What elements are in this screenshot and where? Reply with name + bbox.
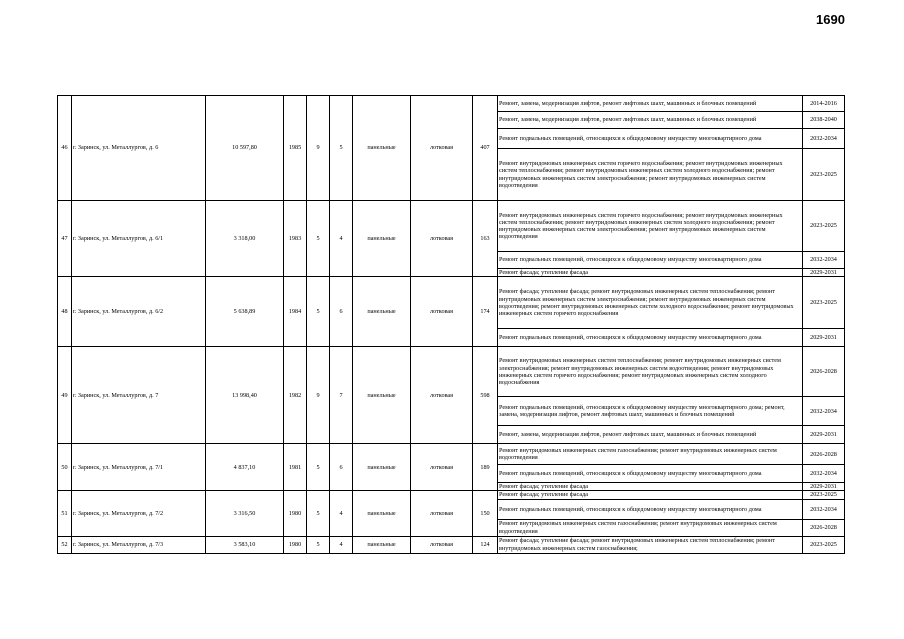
work-period: 2032-2034 bbox=[803, 252, 845, 269]
row-entrances: 4 bbox=[330, 491, 353, 536]
work-description: Ремонт внутридомовых инженерных систем теплоснабжения; ремонт внутридомовых инженерных систем электроснабжения; ремонт внутридомовых инженерных систем водоотведения; ремонт внутридомовых инженерных систем горячего водоснабжения; ремонт внутридомовых инженерных систем холодного водоснабжения bbox=[498, 347, 803, 397]
row-area: 13 998,40 bbox=[206, 347, 284, 444]
row-number: 51 bbox=[58, 491, 72, 536]
work-description: Ремонт внутридомовых инженерных систем газоснабжения; ремонт внутридомовых инженерных систем водоотведения bbox=[498, 519, 803, 536]
work-period: 2029-2031 bbox=[803, 426, 845, 444]
row-wall-material: панельные bbox=[353, 444, 411, 491]
row-residents: 124 bbox=[473, 536, 498, 553]
row-residents: 150 bbox=[473, 491, 498, 536]
row-roof-type: лотковая bbox=[411, 201, 473, 277]
table-row bbox=[58, 96, 845, 112]
row-address: г. Заринск, ул. Металлургов, д. 6 bbox=[72, 96, 206, 201]
work-description: Ремонт внутридомовых инженерных систем газоснабжения; ремонт внутридомовых инженерных систем водоотведения bbox=[498, 444, 803, 465]
row-entrances: 7 bbox=[330, 347, 353, 444]
row-address: г. Заринск, ул. Металлургов, д. 6/2 bbox=[72, 277, 206, 347]
row-roof-type: лотковая bbox=[411, 491, 473, 536]
row-entrances: 5 bbox=[330, 96, 353, 201]
row-number: 48 bbox=[58, 277, 72, 347]
work-description: Ремонт внутридомовых инженерных систем горячего водоснабжения; ремонт внутридомовых инженерных систем теплоснабжения; ремонт внутридомовых инженерных систем холодного водоснабжения; ремонт внутридомовых инженерных систем электроснабжения; ремонт внутридомовых инженерных систем водоотведения bbox=[498, 149, 803, 201]
row-residents: 407 bbox=[473, 96, 498, 201]
row-number: 49 bbox=[58, 347, 72, 444]
row-roof-type: лотковая bbox=[411, 277, 473, 347]
row-year: 1984 bbox=[284, 277, 307, 347]
table-row bbox=[58, 277, 845, 329]
row-entrances: 4 bbox=[330, 536, 353, 553]
row-wall-material: панельные bbox=[353, 96, 411, 201]
row-year: 1980 bbox=[284, 536, 307, 553]
work-description: Ремонт фасада; утепление фасада bbox=[498, 491, 803, 499]
work-period: 2029-2031 bbox=[803, 329, 845, 347]
row-floors: 5 bbox=[307, 444, 330, 491]
row-year: 1981 bbox=[284, 444, 307, 491]
row-year: 1985 bbox=[284, 96, 307, 201]
work-description: Ремонт внутридомовых инженерных систем горячего водоснабжения; ремонт внутридомовых инженерных систем теплоснабжения; ремонт внутридомовых инженерных систем холодного водоснабжения; ремонт внутридомовых инженерных систем электроснабжения; ремонт внутридомовых инженерных систем водоотведения bbox=[498, 201, 803, 252]
work-description: Ремонт, замена, модернизация лифтов, ремонт лифтовых шахт, машинных и блочных помещений bbox=[498, 426, 803, 444]
work-description: Ремонт подвальных помещений, относящихся к общедомовому имуществу многоквартирного дома bbox=[498, 252, 803, 269]
row-residents: 598 bbox=[473, 347, 498, 444]
row-floors: 5 bbox=[307, 491, 330, 536]
row-floors: 9 bbox=[307, 96, 330, 201]
row-residents: 174 bbox=[473, 277, 498, 347]
row-entrances: 6 bbox=[330, 277, 353, 347]
row-roof-type: лотковая bbox=[411, 347, 473, 444]
table-body bbox=[58, 96, 845, 554]
work-period: 2023-2025 bbox=[803, 536, 845, 553]
work-period: 2026-2028 bbox=[803, 347, 845, 397]
row-residents: 189 bbox=[473, 444, 498, 491]
row-year: 1982 bbox=[284, 347, 307, 444]
row-wall-material: панельные bbox=[353, 491, 411, 536]
row-roof-type: лотковая bbox=[411, 444, 473, 491]
table-row bbox=[58, 444, 845, 465]
repair-schedule-table bbox=[57, 95, 845, 554]
work-description: Ремонт фасада; утепление фасада; ремонт внутридомовых инженерных систем теплоснабжения; ремонт внутридомовых инженерных систем электроснабжения; ремонт внутридомовых инженерных систем водоотведения; ремонт внутридомовых инженерных систем холодного водоснабжения; ремонт внутридомовых инженерных систем горячего водоснабжения bbox=[498, 277, 803, 329]
work-period: 2023-2025 bbox=[803, 201, 845, 252]
table-row bbox=[58, 536, 845, 553]
row-wall-material: панельные bbox=[353, 347, 411, 444]
table-row bbox=[58, 347, 845, 397]
row-address: г. Заринск, ул. Металлургов, д. 7/1 bbox=[72, 444, 206, 491]
row-number: 50 bbox=[58, 444, 72, 491]
work-description: Ремонт фасада; утепление фасада bbox=[498, 483, 803, 491]
table-row bbox=[58, 491, 845, 499]
row-wall-material: панельные bbox=[353, 201, 411, 277]
work-period: 2032-2034 bbox=[803, 465, 845, 483]
row-residents: 163 bbox=[473, 201, 498, 277]
row-floors: 5 bbox=[307, 201, 330, 277]
work-description: Ремонт, замена, модернизация лифтов, ремонт лифтовых шахт, машинных и блочных помещений bbox=[498, 112, 803, 129]
row-area: 3 316,50 bbox=[206, 491, 284, 536]
row-year: 1983 bbox=[284, 201, 307, 277]
work-period: 2032-2034 bbox=[803, 397, 845, 426]
work-period: 2038-2040 bbox=[803, 112, 845, 129]
work-period: 2032-2034 bbox=[803, 129, 845, 149]
work-description: Ремонт подвальных помещений, относящихся к общедомовому имуществу многоквартирного дома bbox=[498, 129, 803, 149]
row-address: г. Заринск, ул. Металлургов, д. 6/1 bbox=[72, 201, 206, 277]
row-area: 10 597,80 bbox=[206, 96, 284, 201]
work-description: Ремонт фасада; утепление фасада bbox=[498, 269, 803, 277]
row-entrances: 4 bbox=[330, 201, 353, 277]
row-address: г. Заринск, ул. Металлургов, д. 7 bbox=[72, 347, 206, 444]
work-description: Ремонт подвальных помещений, относящихся к общедомовому имуществу многоквартирного дома bbox=[498, 499, 803, 519]
row-area: 4 837,10 bbox=[206, 444, 284, 491]
work-period: 2023-2025 bbox=[803, 277, 845, 329]
row-roof-type: лотковая bbox=[411, 96, 473, 201]
row-area: 3 583,10 bbox=[206, 536, 284, 553]
work-description: Ремонт фасада; утепление фасада; ремонт внутридомовых инженерных систем теплоснабжения; ремонт внутридомовых инженерных систем газоснабжения; bbox=[498, 536, 803, 553]
work-description: Ремонт подвальных помещений, относящихся к общедомовому имуществу многоквартирного дома bbox=[498, 465, 803, 483]
work-period: 2026-2028 bbox=[803, 444, 845, 465]
work-description: Ремонт подвальных помещений, относящихся к общедомовому имуществу многоквартирного дома; ремонт, замена, модернизация лифтов, ремонт лифтовых шахт, машинных и блочных помещений bbox=[498, 397, 803, 426]
row-area: 3 318,00 bbox=[206, 201, 284, 277]
table-row bbox=[58, 201, 845, 252]
page-number: 1690 bbox=[816, 12, 845, 27]
row-roof-type: лотковая bbox=[411, 536, 473, 553]
row-entrances: 6 bbox=[330, 444, 353, 491]
work-period: 2029-2031 bbox=[803, 269, 845, 277]
work-period: 2023-2025 bbox=[803, 491, 845, 499]
row-floors: 5 bbox=[307, 277, 330, 347]
work-period: 2029-2031 bbox=[803, 483, 845, 491]
work-description: Ремонт подвальных помещений, относящихся к общедомовому имуществу многоквартирного дома bbox=[498, 329, 803, 347]
work-period: 2026-2028 bbox=[803, 519, 845, 536]
row-address: г. Заринск, ул. Металлургов, д. 7/2 bbox=[72, 491, 206, 536]
work-period: 2032-2034 bbox=[803, 499, 845, 519]
row-address: г. Заринск, ул. Металлургов, д. 7/3 bbox=[72, 536, 206, 553]
row-floors: 5 bbox=[307, 536, 330, 553]
row-floors: 9 bbox=[307, 347, 330, 444]
row-year: 1980 bbox=[284, 491, 307, 536]
row-number: 46 bbox=[58, 96, 72, 201]
row-wall-material: панельные bbox=[353, 277, 411, 347]
row-wall-material: панельные bbox=[353, 536, 411, 553]
row-number: 47 bbox=[58, 201, 72, 277]
row-number: 52 bbox=[58, 536, 72, 553]
row-area: 5 638,89 bbox=[206, 277, 284, 347]
work-period: 2023-2025 bbox=[803, 149, 845, 201]
work-period: 2014-2016 bbox=[803, 96, 845, 112]
work-description: Ремонт, замена, модернизация лифтов, ремонт лифтовых шахт, машинных и блочных помещений bbox=[498, 96, 803, 112]
